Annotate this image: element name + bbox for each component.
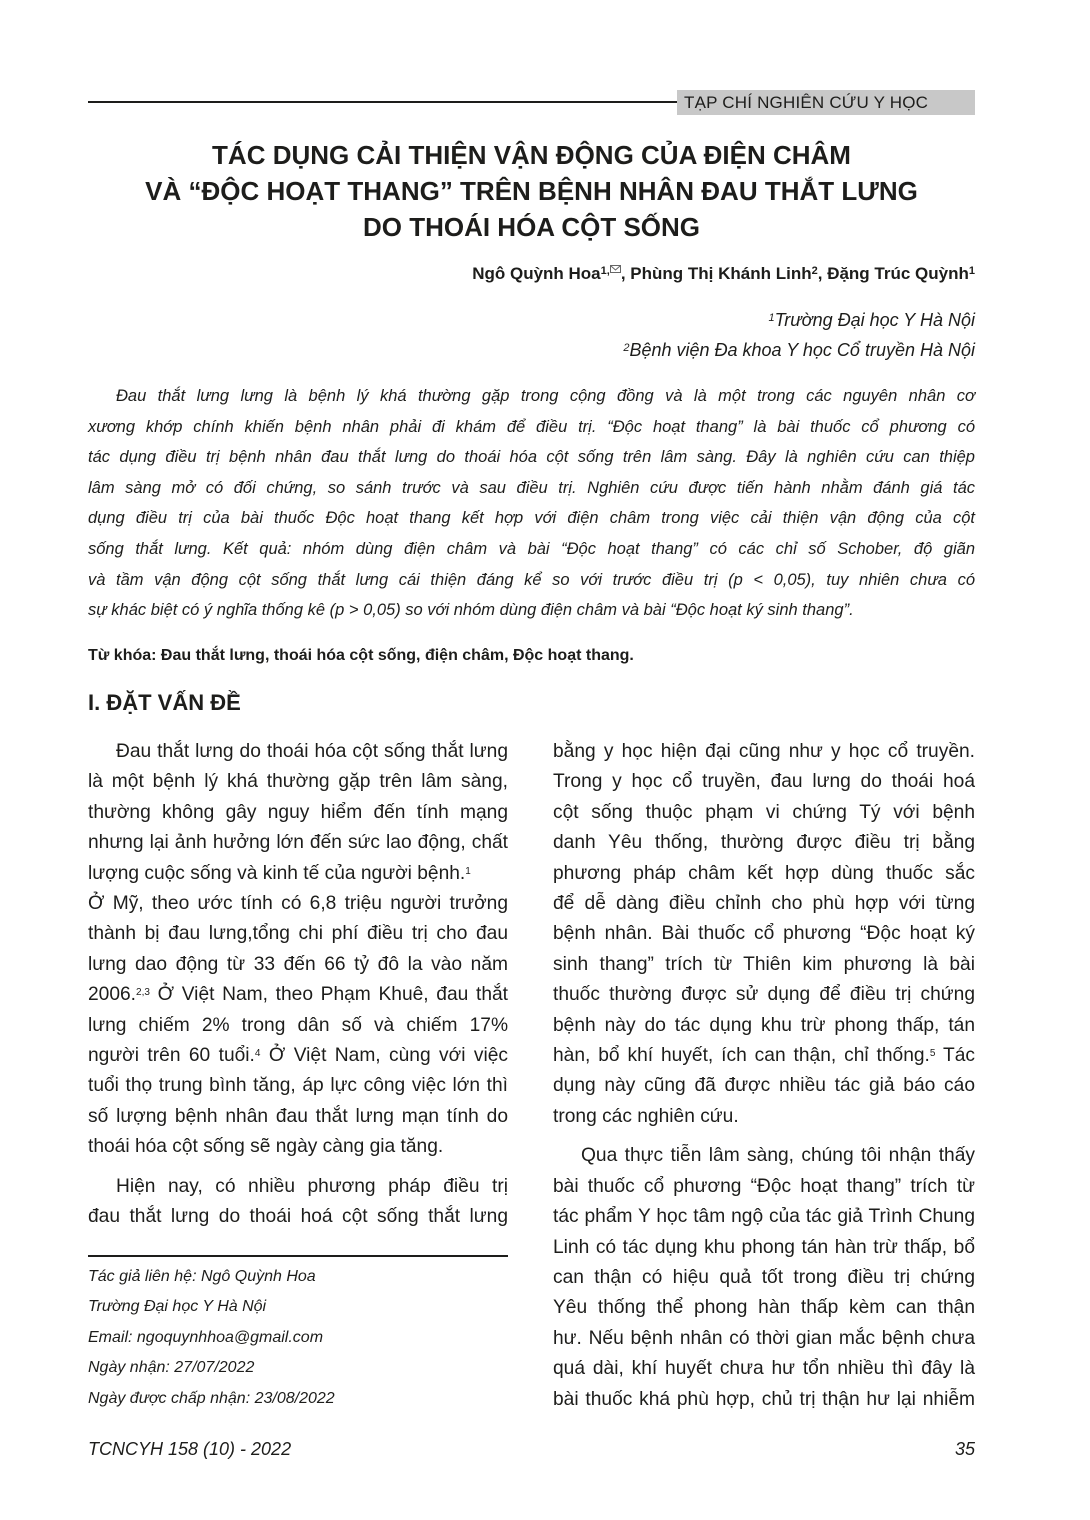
- body-line: quá dài, khí huyết chưa hư tổn nhiều thì đây là: [553, 1358, 975, 1380]
- left-column: [88, 737, 508, 1233]
- author-name: Phùng Thị Khánh Linh: [630, 264, 812, 283]
- body-line: bài thuốc cổ phương “Độc hoạt thang” trích từ: [553, 1175, 975, 1197]
- header-rule: [88, 101, 678, 103]
- body-line: Ở Mỹ, theo ước tính có 6,8 triệu người trưởng: [88, 893, 508, 915]
- abstract-line: tác dụng điều trị bệnh nhân đau thắt lưng do thoái hóa cột sống trên lâm sàng. Đây là nghiên cứu can thiệp: [88, 448, 975, 467]
- citation-ref: 5: [929, 1048, 936, 1060]
- affiliation-text: Trường Đại học Y Hà Nội: [774, 310, 975, 330]
- body-text: hàn, bổ khí huyết, ích can thận, chỉ thống.: [553, 1045, 930, 1067]
- body-text: 2006.: [88, 984, 137, 1006]
- abstract-line: sự khác biệt có ý nghĩa thống kê (p > 0,05) so với nhóm dùng điện châm và bài “Độc hoạt ký sinh thang”.: [88, 601, 854, 620]
- body-line: Hiện nay, có nhiều phương pháp điều trị: [116, 1175, 508, 1197]
- author-separator: ,: [620, 264, 631, 283]
- body-line: đau thắt lưng do thoái hoá cột sống thắt lưng: [88, 1206, 508, 1228]
- abstract-line: Đau thắt lưng lưng là bệnh lý khá thường gặp trong cộng đồng và là một trong các nguyên nhân cơ: [116, 387, 975, 405]
- body-line: Yêu thống thể phong hàn thấp kèm can thận: [553, 1297, 975, 1319]
- section-heading: I. ĐẶT VẤN ĐỀ: [88, 690, 241, 715]
- body-line: số lượng bệnh nhân đau thắt lưng mạn tính do: [88, 1105, 508, 1127]
- body-line: can thận có hiệu quả tốt trong điều trị chứng: [553, 1266, 975, 1288]
- author-name: Ngô Quỳnh Hoa: [472, 264, 601, 283]
- body-line: là một bệnh lý khá thường gặp trên lâm sàng,: [88, 771, 508, 793]
- keywords: Từ khóa: Đau thắt lưng, thoái hóa cột sống, điện châm, Độc hoạt thang.: [88, 647, 634, 664]
- abstract-line: và tầm vận động cột sống thắt lưng cái thiện đáng kể so với trước điều trị (p < 0,05), tuy nhiên chưa có: [88, 570, 975, 589]
- body-line: Đau thắt lưng do thoái hóa cột sống thắt lưng: [116, 741, 508, 762]
- body-line: lưng dao động từ 33 đến 66 tỷ đô la vào năm: [88, 953, 508, 975]
- body-text: lượng cuộc sống và kinh tế của người bệnh.: [88, 862, 466, 884]
- author-name: Đặng Trúc Quỳnh: [827, 264, 969, 283]
- date-received: Ngày nhận: 27/07/2022: [88, 1359, 255, 1377]
- title-line: DO THOÁI HÓA CỘT SỐNG: [362, 212, 701, 242]
- author-affiliation-ref: 1: [968, 265, 975, 277]
- abstract-line: xương khớp chính khiến bệnh nhân phải đi khám để điều trị. “Độc hoạt thang” là bài thuốc cổ phương có: [88, 417, 975, 436]
- citation-ref: 1: [465, 865, 471, 877]
- body-line: nhưng lại ảnh hưởng lớn đến sức lao động, chất: [88, 832, 508, 854]
- body-line: trong các nghiên cứu.: [553, 1105, 739, 1127]
- body-line: bệnh nhân. Bài thuốc cổ phương “Độc hoạt ký: [553, 923, 975, 945]
- citation-ref: 4: [254, 1048, 261, 1060]
- citation-ref: 2,3: [136, 987, 150, 999]
- abstract-line: sống thắt lưng. Kết quả: nhóm dùng điện châm và bài “Độc hoạt thang” có các chỉ số Schober, độ giãn: [88, 539, 975, 558]
- author-list: [472, 262, 975, 286]
- article-title: [88, 137, 975, 245]
- date-accepted: Ngày được chấp nhận: 23/08/2022: [88, 1389, 335, 1407]
- affiliation-1: [769, 308, 976, 332]
- contact-author: Tác giả liên hệ: Ngô Quỳnh Hoa: [88, 1268, 316, 1285]
- affiliation-number: 1: [768, 312, 775, 324]
- affiliation-2: [623, 338, 975, 362]
- body-line: bệnh này do tác dụng khu trừ phong thấp, tán: [553, 1014, 975, 1036]
- body-line: để dễ dàng điều chỉnh cho phù hợp với từng: [553, 893, 975, 915]
- body-line: thành bị đau lưng,tổng chi phí điều trị cho đau: [88, 923, 508, 945]
- body-line: lưng chiếm 2% trong dân số và chiếm 17%: [88, 1014, 508, 1036]
- body-line: [553, 1041, 975, 1071]
- body-line: [88, 980, 508, 1010]
- body-line: bài thuốc khá phù hợp, chủ trị thận hư lại nhiễm: [553, 1388, 975, 1410]
- contact-email: Email: ngoquynhhoa@gmail.com: [88, 1328, 324, 1346]
- body-text: Ở Việt Nam, theo Phạm Khuê, đau thắt: [149, 984, 508, 1006]
- abstract-line: lâm sàng mở có đối chứng, so sánh trước và sau điều trị. Nghiên cứu được tiến hành nhằm đánh giá tác: [88, 478, 975, 497]
- body-line: Linh có tác dụng khu phong tán hàn trừ thấp, bổ: [553, 1236, 975, 1258]
- body-text: Ở Việt Nam, cùng với việc: [260, 1045, 508, 1067]
- body-line: Qua thực tiễn lâm sàng, chúng tôi nhận thấy: [581, 1145, 975, 1167]
- body-line: danh Yêu thống, thường được điều trị bằng: [553, 832, 975, 854]
- abstract-line: dụng điều trị của bài thuốc Độc hoạt thang kết hợp với điện châm trong việc cải thiện vận động của cột: [88, 509, 975, 528]
- body-line: [88, 859, 508, 889]
- body-line: cột sống thuộc phạm vi chứng Tý với bệnh: [553, 801, 975, 823]
- body-line: phương pháp châm kết hợp dùng thuốc sắc: [553, 862, 975, 884]
- body-line: hư. Nếu bệnh nhân có thời gian mắc bệnh chưa: [553, 1327, 975, 1349]
- affiliation-text: Bệnh viện Đa khoa Y học Cổ truyền Hà Nội: [629, 340, 975, 360]
- body-text: người trên 60 tuổi.: [88, 1045, 255, 1067]
- correspondence-footnote: [88, 1262, 508, 1414]
- affiliation-number: 2: [623, 342, 630, 354]
- body-line: tuổi thọ trung bình tăng, áp lực công việc lớn thì: [88, 1075, 508, 1097]
- journal-tag: TẠP CHÍ NGHIÊN CỨU Y HỌC: [677, 90, 975, 115]
- body-line: tác phẩm Y học tâm ngộ của tác giả Trình Chung: [553, 1206, 975, 1228]
- body-line: [88, 1041, 508, 1071]
- body-line: thuốc thường được sử dụng để điều trị chứng: [553, 984, 975, 1006]
- body-text: Tác: [935, 1045, 975, 1067]
- footnote-rule: [88, 1255, 508, 1257]
- body-line: thoái hóa cột sống sẽ ngày càng gia tăng.: [88, 1136, 444, 1158]
- envelope-icon: [610, 265, 621, 273]
- body-line: Trong y học cổ truyền, đau lưng do thoái hoá: [553, 771, 975, 793]
- abstract: [88, 381, 975, 626]
- body-line: bằng y học hiện đại cũng như y học cổ truyền.: [553, 741, 975, 762]
- body-line: thường không gây nguy hiểm đến tính mạng: [88, 801, 508, 823]
- author-affiliation-ref: 1,: [600, 265, 610, 277]
- journal-citation: TCNCYH 158 (10) - 2022: [88, 1439, 292, 1459]
- title-line: VÀ “ĐỘC HOẠT THANG” TRÊN BỆNH NHÂN ĐAU THẮT LƯNG: [145, 176, 918, 206]
- title-line: TÁC DỤNG CẢI THIỆN VẬN ĐỘNG CỦA ĐIỆN CHÂM: [212, 140, 851, 170]
- right-column: [553, 737, 975, 1415]
- author-separator: ,: [817, 264, 828, 283]
- page-number: 35: [954, 1439, 975, 1459]
- author-affiliation-ref: 2: [811, 265, 818, 277]
- body-line: sinh thang” trích từ Thiên kim phương là bài: [553, 953, 975, 975]
- body-line: dụng này cũng đã được nhiều tác giả báo cáo: [553, 1075, 975, 1097]
- contact-institution: Trường Đại học Y Hà Nội: [88, 1298, 267, 1316]
